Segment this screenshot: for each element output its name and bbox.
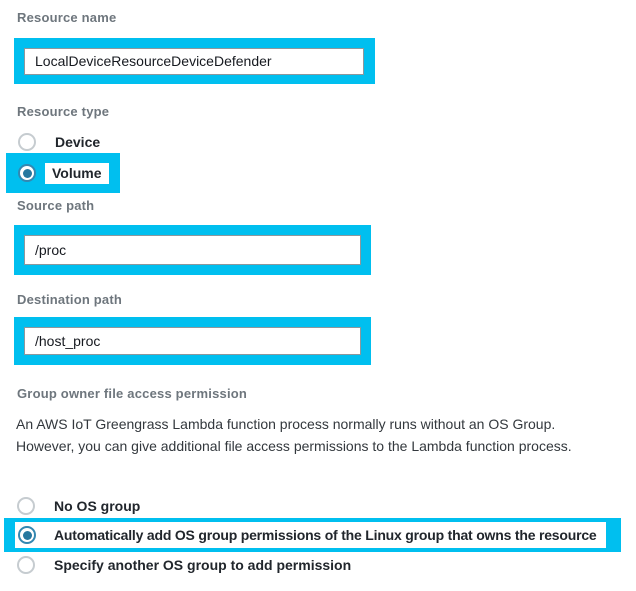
- radio-label-volume: Volume: [52, 165, 102, 181]
- radio-label-specify-os-group: Specify another OS group to add permission: [54, 557, 352, 573]
- source-path-highlight: [14, 225, 371, 275]
- radio-icon-no-os-group[interactable]: [17, 497, 35, 515]
- radio-label-no-os-group: No OS group: [54, 498, 141, 514]
- radio-option-specify-os-group[interactable]: [17, 556, 351, 574]
- auto-os-group-highlight: [4, 518, 621, 552]
- radio-icon-device[interactable]: [18, 133, 36, 151]
- radio-icon-volume[interactable]: [18, 164, 36, 182]
- source-path-input[interactable]: [24, 235, 361, 265]
- radio-option-no-os-group[interactable]: [17, 497, 140, 515]
- resource-type-label: Resource type: [17, 104, 110, 119]
- radio-option-device[interactable]: [18, 133, 100, 151]
- radio-icon-specify-os-group[interactable]: [17, 556, 35, 574]
- radio-label-device: Device: [55, 134, 101, 150]
- radio-option-volume[interactable]: [45, 163, 109, 184]
- source-path-label: Source path: [17, 198, 95, 213]
- destination-path-label: Destination path: [17, 292, 123, 307]
- volume-option-highlight: [6, 153, 120, 193]
- resource-name-label: Resource name: [17, 10, 117, 25]
- radio-icon-auto-os-group[interactable]: [18, 526, 36, 544]
- radio-option-auto-os-group[interactable]: [15, 522, 606, 548]
- resource-name-input[interactable]: [24, 48, 364, 75]
- group-owner-label: Group owner file access permission: [17, 386, 248, 401]
- resource-name-highlight: [14, 38, 375, 84]
- radio-label-auto-os-group: Automatically add OS group permissions of the Linux group that owns the resource: [54, 527, 597, 543]
- group-owner-description: An AWS IoT Greengrass Lambda function process normally runs without an OS Group. However, you can give additional file access permissions to the Lambda function process.: [16, 416, 572, 454]
- destination-path-input[interactable]: [24, 327, 361, 355]
- destination-path-highlight: [14, 317, 371, 365]
